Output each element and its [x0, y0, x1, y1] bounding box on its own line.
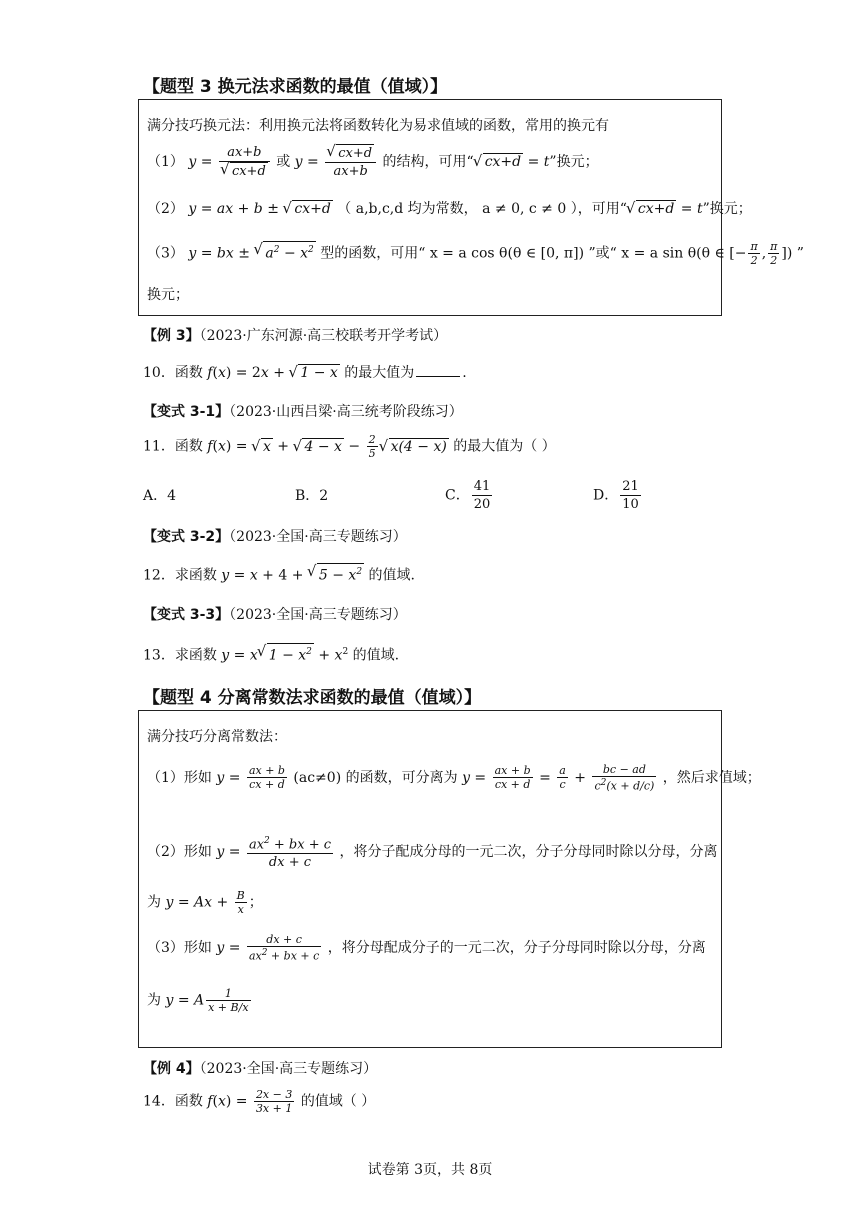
tip-line-3-cont: 换元；: [147, 287, 189, 303]
formula-fraction: √ $\frac{cx+d}{ax+b}$: [325, 144, 376, 180]
option-d[interactable]: D． $\frac{21}{10}$: [593, 479, 639, 512]
tip-line-1: （1） y = ax+b √ cx+d 或 y = √ $\frac{cx+d}{ax+b}$ 的结构，可用“√ cx+d = t”换元；: [147, 144, 599, 180]
tip-line-3: （3） y = bx ± √ $a^2 - x^2$ 型的函数，可用“ x = a cos θ(θ ∈ [0, π]) ”或“ x = a sin θ(θ ∈ [− $\frac{\pi}{2}$ , $\frac{\pi}{2}$ ]) ”: [147, 240, 804, 267]
formula-fraction: ax+b √ cx+d: [219, 144, 270, 180]
tip-intro: 满分技巧换元法：利用换元法将函数转化为易求值域的函数，常用的换元有: [147, 118, 609, 134]
tip-line-3-cont: 为 y = A $\frac{1}{x + B/x}$: [147, 987, 249, 1014]
tip-line-2-cont: 为 y = Ax + $\frac{B}{x}$ ；: [147, 889, 263, 916]
tip-line-2: （2）形如 y = $\frac{ax^2 + bx + c}{dx + c}$ ，将分子配成分母的一元二次，分子分母同时除以分母，分离: [147, 833, 717, 871]
question-13: 13．求函数 y = x√ $1 - x^2 + x^2$ 的值域.: [143, 643, 399, 665]
question-11-options: [143, 478, 743, 512]
option-a[interactable]: A．4: [143, 488, 177, 504]
tip-intro: 满分技巧分离常数法：: [147, 729, 287, 745]
variant-3-3-header: 【变式 3-3】（2023·全国·高三专题练习）: [143, 607, 407, 623]
example-4-header: 【例 4】（2023·全国·高三专题练习）: [143, 1061, 378, 1077]
option-b[interactable]: B．2: [295, 488, 329, 504]
question-14: 14．函数 f(x) = $\frac{2x - 3}{3x + 1}$ 的值域（ ）: [143, 1088, 376, 1115]
page-footer: 试卷第 3页，共 8页: [367, 1162, 493, 1178]
variant-3-1-header: 【变式 3-1】（2023·山西吕梁·高三统考阶段练习）: [143, 404, 463, 420]
tip-line-3: （3）形如 y = $\frac{dx + c}{ax^2 + bx + c}$ ，将分母配成分子的一元二次，分子分母同时除以分母，分离: [147, 933, 706, 963]
question-11: 11．函数 f(x) = √ x + √ 4 − x − $\frac{2}{5}$ √ x(4 − x) 的最大值为（ ）: [143, 433, 556, 460]
tip-box-separation: [138, 710, 761, 1048]
tip-line-2: （2） y = ax + b ± √ cx+d （ a,b,c,d 均为常数， a ≠ 0, c ≠ 0 ），可用“√ cx+d = t”换元；: [147, 198, 752, 218]
question-12: 12．求函数 y = x + 4 + √ $5 - x^2$ 的值域.: [143, 563, 415, 585]
answer-blank[interactable]: [416, 376, 460, 377]
example-3-header: 【例 3】（2023·广东河源·高三校联考开学考试）: [143, 328, 448, 344]
variant-3-2-header: 【变式 3-2】（2023·全国·高三专题练习）: [143, 529, 407, 545]
question-10: 10．函数 f(x) = 2x + √ 1 − x 的最大值为 .: [143, 362, 467, 382]
tip-box-substitution: [138, 99, 804, 316]
tip-line-1: （1）形如 y = $\frac{ax + b}{cx + d}$ (ac≠0) 的函数，可分离为 y = $\frac{ax + b}{cx + d}$ = $\frac{a}{c}$ + $\frac{bc - ad}{c^2(x + d/c)}$ ，然后求值域；: [147, 763, 761, 793]
option-c[interactable]: C． $\frac{41}{20}$: [445, 479, 491, 512]
heading-type-3: 【题型 3 换元法求函数的最值（值域）】: [143, 77, 448, 97]
heading-type-4: 【题型 4 分离常数法求函数的最值（值域）】: [143, 688, 482, 708]
